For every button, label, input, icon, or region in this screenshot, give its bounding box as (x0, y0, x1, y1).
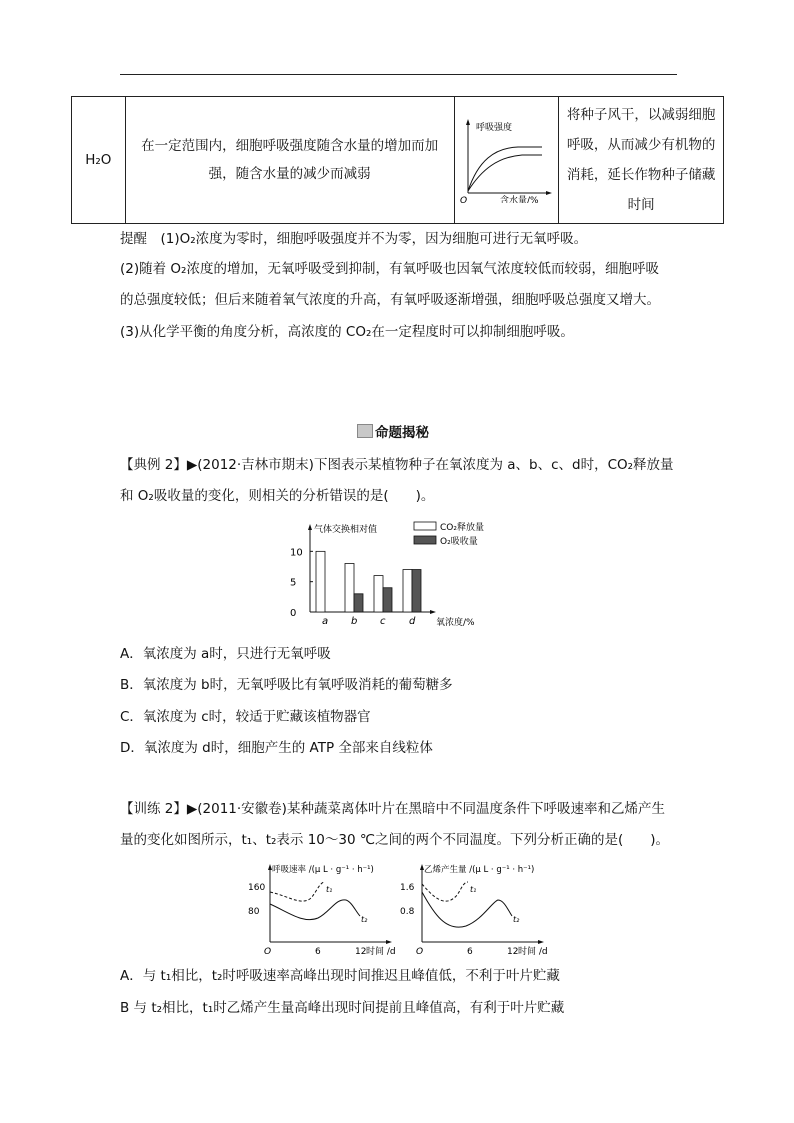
relation-cell (125, 97, 454, 224)
mini-curve-lower (468, 155, 542, 191)
o2-bar (383, 588, 392, 612)
training-option-a: A．与 t₁相比，t₂时呼吸速率高峰出现时间推迟且峰值低，不利于叶片贮藏 (120, 968, 560, 984)
y-arrow (466, 119, 470, 125)
co2-bar (316, 551, 325, 612)
chart-origin: O (264, 947, 272, 956)
x-tick-label: d (409, 616, 416, 627)
t2-curve (422, 892, 512, 927)
application-line: 将种子风干，以减弱细胞 (566, 107, 716, 123)
y-tick-label: 1.6 (400, 883, 415, 893)
legend-label: O₂吸收量 (440, 537, 478, 547)
y-tick-label: 10 (290, 547, 303, 559)
legend-swatch (414, 536, 436, 544)
chart-origin: O (416, 947, 424, 956)
x-arrow (538, 940, 544, 944)
t1-label: t₁ (470, 885, 477, 894)
chart-ylabel: 乙烯产生量 /(μ L · g⁻¹ · h⁻¹) (424, 865, 535, 875)
example-option-b: B．氧浓度为 b时，无氧呼吸比有氧呼吸消耗的葡萄糖多 (120, 677, 453, 693)
section-title (357, 421, 429, 441)
legend-swatch (414, 522, 436, 530)
x-tick-label: 12 (355, 947, 367, 956)
x-tick-label: 12 (507, 947, 519, 956)
respiration-rate-chart (248, 862, 398, 956)
ethylene-chart (400, 862, 550, 956)
y-tick-label: 0 (290, 608, 297, 619)
mini-origin: O (460, 196, 468, 203)
reminder-p2b: 的总强度较低；但后来随着氧气浓度的升高，有氧呼吸逐渐增强，细胞呼吸总强度又增大。 (120, 292, 660, 308)
legend-label: CO₂释放量 (440, 523, 484, 533)
co2-bar (345, 563, 354, 612)
x-tick-label: b (351, 616, 358, 627)
t1-label: t₁ (326, 885, 333, 894)
chart-xlabel: 时间 /d (366, 947, 396, 956)
x-tick-label: 6 (315, 947, 321, 956)
chart-ylabel: 呼吸速率 /(μ L · g⁻¹ · h⁻¹) (272, 865, 374, 875)
factor-table (71, 96, 724, 224)
example-option-c: C．氧浓度为 c时，较适于贮藏该植物器官 (120, 709, 371, 725)
x-tick-label: a (322, 616, 329, 627)
co2-bar (374, 576, 383, 612)
relation-line: 在一定范围内，细胞呼吸强度随含水量的增加而加 (141, 138, 439, 154)
header-rule (120, 74, 677, 75)
application-line: 消耗，延长作物种子储藏 (566, 167, 716, 183)
x-arrow (386, 940, 392, 944)
t2-label: t₂ (361, 915, 368, 924)
t1-curve (270, 882, 324, 901)
o2-bar (412, 570, 421, 612)
y-tick-label: 160 (248, 883, 266, 893)
o2-bar (354, 594, 363, 612)
application-line: 时间 (627, 197, 655, 213)
y-tick-label: 0.8 (400, 907, 415, 917)
x-arrow (546, 191, 552, 195)
chart-xlabel: 时间 /d (518, 947, 548, 956)
relation-line: 强，随含水量的减少而减弱 (208, 166, 371, 182)
chart-ylabel: 气体交换相对值 (314, 525, 378, 535)
mini-xlabel: 含水量/% (500, 196, 540, 203)
mini-chart-cell (454, 97, 559, 224)
y-arrow (308, 524, 312, 530)
example-option-a: A．氧浓度为 a时，只进行无氧呼吸 (120, 646, 331, 662)
example-line2: 和 O₂吸收量的变化，则相关的分析错误的是( )。 (120, 488, 435, 504)
x-arrow (430, 610, 436, 614)
mini-curve-upper (468, 147, 542, 191)
y-tick-label: 80 (248, 907, 260, 917)
t1-curve (422, 882, 468, 901)
application-line: 呼吸，从而减少有机物的 (566, 137, 716, 153)
x-tick-label: c (380, 616, 386, 627)
example-line1: 【典例 2】▶(2012·吉林市期末)下图表示某植物种子在氧浓度为 a、b、c、d时，CO₂释放量 (120, 457, 674, 473)
reminder-p2a: (2)随着 O₂浓度的增加，无氧呼吸受到抑制，有氧呼吸也因氧气浓度较低而较弱，细胞呼吸 (120, 261, 659, 277)
section-marker-icon (357, 424, 373, 438)
water-respiration-mini-chart (456, 113, 556, 203)
x-tick-label: 6 (467, 947, 473, 956)
table-row (72, 97, 724, 224)
reminder-p1: 提醒 (1)O₂浓度为零时，细胞呼吸强度并不为零，因为细胞可进行无氧呼吸。 (120, 231, 588, 247)
section-title-text: 命题揭秘 (375, 425, 429, 441)
y-tick-label: 5 (290, 577, 297, 589)
mini-ylabel: 呼吸强度 (476, 123, 513, 133)
example-option-d: D．氧浓度为 d时，细胞产生的 ATP 全部来自线粒体 (120, 740, 433, 756)
training-line2: 量的变化如图所示，t₁、t₂表示 10～30 ℃之间的两个不同温度。下列分析正确的是( )。 (120, 832, 670, 848)
reminder-p3: (3)从化学平衡的角度分析，高浓度的 CO₂在一定程度时可以抑制细胞呼吸。 (120, 324, 574, 340)
bar-chart (282, 518, 522, 630)
training-line1: 【训练 2】▶(2011·安徽卷)某种蔬菜离体叶片在黑暗中不同温度条件下呼吸速率和乙烯产生 (120, 801, 665, 817)
t2-curve (270, 900, 360, 920)
application-cell (559, 97, 724, 224)
chart-xlabel: 氧浓度/% (436, 618, 475, 628)
co2-bar (403, 570, 412, 612)
t2-label: t₂ (513, 915, 520, 924)
training-option-b: B 与 t₂相比，t₁时乙烯产生量高峰出现时间提前且峰值高，有利于叶片贮藏 (120, 1000, 565, 1016)
factor-cell: H₂O (72, 97, 126, 224)
